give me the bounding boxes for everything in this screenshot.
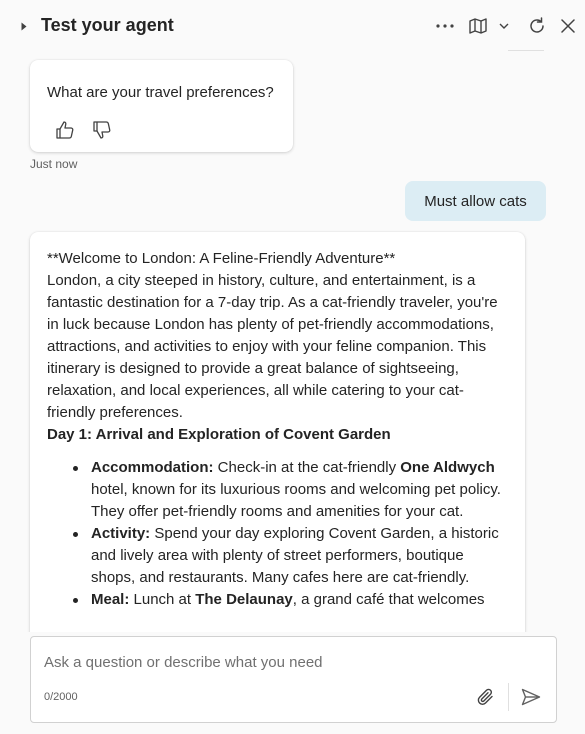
caret-right-icon[interactable]	[19, 20, 29, 32]
bullet-text: Check-in at the cat-friendly	[213, 459, 401, 476]
bullet-text: Lunch at	[129, 591, 196, 608]
itinerary-list	[47, 457, 508, 611]
bullet-label: Accommodation:	[91, 459, 214, 476]
chat-transcript[interactable]	[0, 52, 585, 632]
bot-message-card	[30, 60, 293, 152]
message-timestamp: Just now	[30, 157, 78, 171]
composer-divider	[508, 683, 509, 711]
bullet-bold-text: One Aldwych	[400, 459, 495, 476]
map-icon[interactable]	[466, 14, 490, 38]
day-heading: Day 1: Arrival and Exploration of Covent Garden	[47, 426, 391, 443]
response-title: **Welcome to London: A Feline-Friendly Adventure**	[47, 250, 396, 267]
thumbs-down-icon[interactable]	[90, 118, 114, 142]
bullet-text-after: , a grand café that welcomes	[292, 591, 485, 608]
panel-title: Test your agent	[41, 15, 174, 35]
bullet-text-after: hotel, known for its luxurious rooms and welcoming pet policy. They offer pet-friendly rooms and amenities for your cat.	[91, 481, 501, 520]
thumbs-up-icon[interactable]	[53, 118, 77, 142]
bullet-label: Activity:	[91, 525, 151, 542]
bot-question-text: What are your travel preferences?	[47, 84, 274, 101]
attach-icon[interactable]	[474, 685, 498, 709]
user-message-bubble: Must allow cats	[405, 181, 546, 221]
list-item	[91, 589, 508, 611]
chevron-down-icon[interactable]	[492, 14, 516, 38]
response-intro: London, a city steeped in history, culture, and entertainment, is a fantastic destination for a 7-day trip. As a cat-friendly traveler, you're in luck because London has plenty of pet-friendly accommodations, attractions, and activities to enjoy with your feline companion. This itinerary is designed to provide a great balance of sightseeing, relaxation, and local experiences, all while catering to your cat-friendly preferences.	[47, 272, 498, 421]
list-item	[91, 457, 508, 523]
send-icon[interactable]	[519, 685, 543, 709]
bot-response-card	[30, 232, 525, 632]
header-divider	[508, 50, 544, 51]
bullet-text: Spend your day exploring Covent Garden, a historic and lively area with plenty of street performers, boutique shops, and restaurants. Many cafes here are cat-friendly.	[91, 525, 499, 586]
refresh-icon[interactable]	[525, 14, 549, 38]
close-icon[interactable]	[556, 14, 580, 38]
message-input[interactable]	[44, 651, 534, 673]
bullet-label: Meal:	[91, 591, 130, 608]
bullet-bold-text: The Delaunay	[195, 591, 293, 608]
message-composer	[30, 636, 557, 723]
panel-header	[0, 0, 585, 52]
more-horizontal-icon[interactable]	[433, 14, 457, 38]
character-count: 0/2000	[44, 691, 78, 703]
list-item	[91, 523, 508, 589]
